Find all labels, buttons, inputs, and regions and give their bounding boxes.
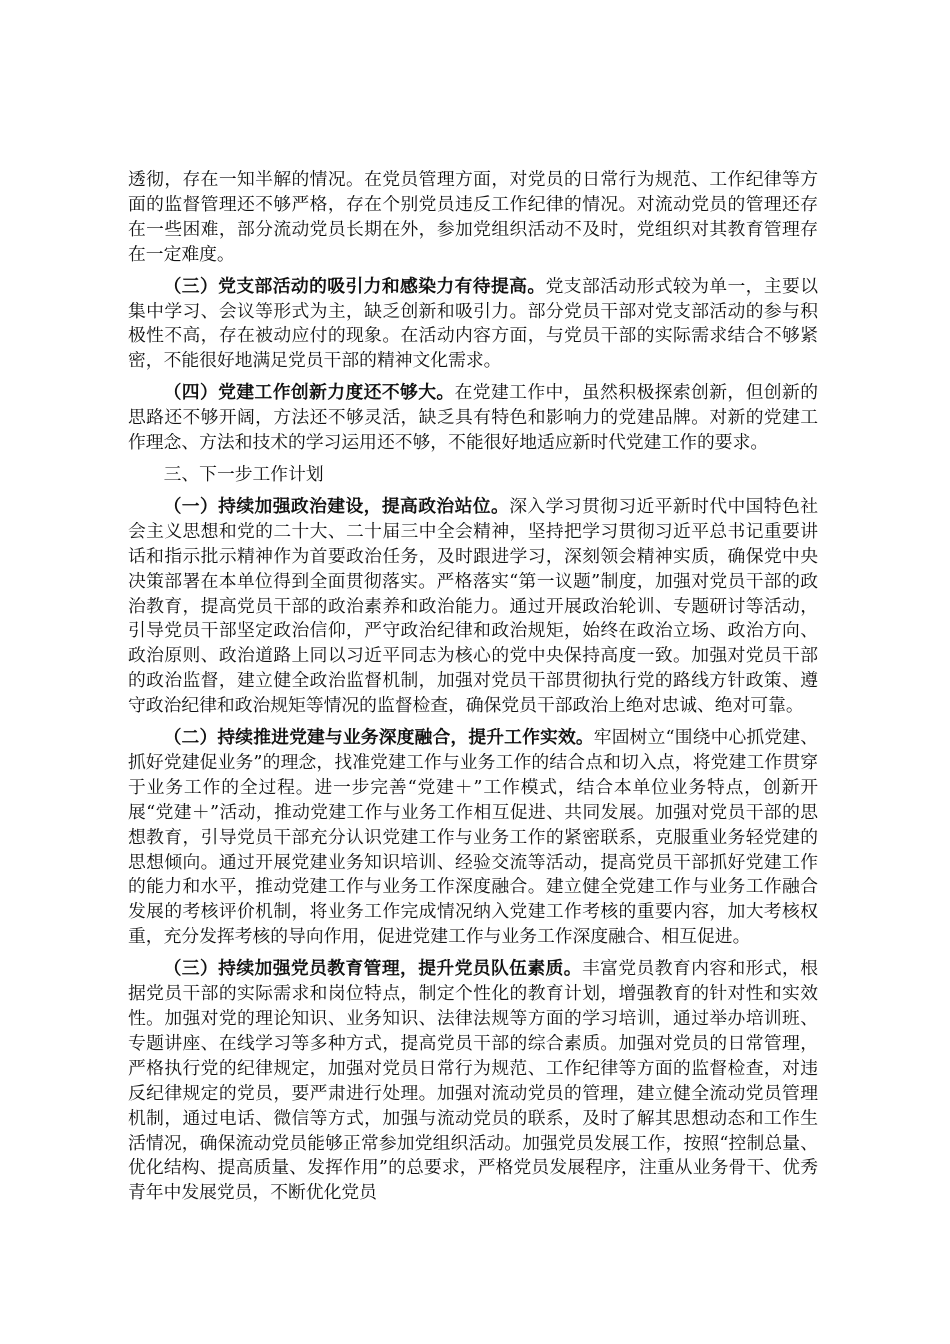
document-page <box>128 168 818 1213</box>
paragraph-continuation <box>128 168 818 268</box>
paragraph-text: 在党建工作中，虽然积极探索创新，但创新的思路还不够开阔，方法还不够灵活，缺乏具有特色和影响力的党建品牌。对新的党建工作理念、方法和技术的学习运用还不够，不能很好地适应新时代党建工作的要求。 <box>128 382 818 454</box>
paragraph-text: 党支部活动形式较为单一，主要以集中学习、会议等形式为主，缺乏创新和吸引力。部分党员干部对党支部活动的参与积极性不高，存在被动应付的现象。在活动内容方面，与党员干部的实际需求结合不够紧密，不能很好地满足党员干部的精神文化需求。 <box>128 275 818 372</box>
paragraph-lead: （三）持续加强党员教育管理，提升党员队伍素质。 <box>163 958 582 980</box>
paragraph-innovation <box>128 381 818 456</box>
paragraph-political-building <box>128 495 818 719</box>
paragraph-text: 深入学习贯彻习近平新时代中国特色社会主义思想和党的二十大、二十届三中全会精神，坚持把学习贯彻习近平总书记重要讲话和指示批示精神作为首要政治任务，及时跟进学习，深刻领会精神实质，确保党中央决策部署在本单位得到全面贯彻落实。严格落实“第一议题”制度，加强对党员干部的政治教育，提高党员干部的政治素养和政治能力。通过开展政治轮训、专题研讨等活动，引导党员干部坚定政治信仰，严守政治纪律和政治规矩，始终在政治立场、政治方向、政治原则、政治道路上同以习近平同志为核心的党中央保持高度一致。加强对党员干部的政治监督，建立健全政治监督机制，加强对党员干部贯彻执行党的路线方针政策、遵守政治纪律和政治规矩等情况的监督检查，确保党员干部政治上绝对忠诚、绝对可靠。 <box>128 495 818 717</box>
paragraph-business-integration <box>128 726 818 950</box>
paragraph-text: 丰富党员教育内容和形式，根据党员干部的实际需求和岗位特点，制定个性化的教育计划，增强教育的针对性和实效性。加强对党的理论知识、业务知识、法律法规等方面的学习培训，通过举办培训班、专题讲座、在线学习等多种方式，提高党员干部的综合素质。加强对党员的日常管理，严格执行党的纪律规定，加强对党员日常行为规范、工作纪律等方面的监督检查，对违反纪律规定的党员，要严肃进行处理。加强对流动党员的管理，建立健全流动党员管理机制，通过电话、微信等方式，加强与流动党员的联系，及时了解其思想动态和工作生活情况，确保流动党员能够正常参加党组织活动。加强党员发展工作，按照“控制总量、优化结构、提高质量、发挥作用”的总要求，严格党员发展程序，注重从业务骨干、优秀青年中发展党员，不断优化党员 <box>128 958 818 1204</box>
paragraph-lead: （一）持续加强政治建设，提高政治站位。 <box>163 495 510 517</box>
paragraph-member-education <box>128 957 818 1206</box>
paragraph-lead: （三）党支部活动的吸引力和感染力有待提高。 <box>163 275 546 297</box>
paragraph-branch-activities <box>128 275 818 375</box>
section-heading: 三、下一步工作计划 <box>163 463 324 485</box>
paragraph-lead: （四）党建工作创新力度还不够大。 <box>163 382 455 404</box>
paragraph-lead: （二）持续推进党建与业务深度融合，提升工作实效。 <box>163 727 594 749</box>
paragraph-text: 牢固树立“围绕中心抓党建、抓好党建促业务”的理念，找准党建工作与业务工作的结合点和切入点，将党建工作贯穿于业务工作的全过程。进一步完善“党建＋”工作模式，结合本单位业务特点，创新开展“党建＋”活动，推动党建工作与业务工作相互促进、共同发展。加强对党员干部的思想教育，引导党员干部充分认识党建工作与业务工作的紧密联系，克服重业务轻党建的思想倾向。通过开展党建业务知识培训、经验交流等活动，提高党员干部抓好党建工作的能力和水平，推动党建工作与业务工作深度融合。建立健全党建工作与业务工作融合发展的考核评价机制，将业务工作完成情况纳入党建工作考核的重要内容，加大考核权重，充分发挥考核的导向作用，促进党建工作与业务工作深度融合、相互促进。 <box>128 727 818 948</box>
paragraph-text: 透彻，存在一知半解的情况。在党员管理方面，对党员的日常行为规范、工作纪律等方面的监督管理还不够严格，存在个别党员违反工作纪律的情况。对流动党员的管理还存在一些困难，部分流动党员长期在外，参加党组织活动不及时，党组织对其教育管理存在一定难度。 <box>128 169 818 265</box>
